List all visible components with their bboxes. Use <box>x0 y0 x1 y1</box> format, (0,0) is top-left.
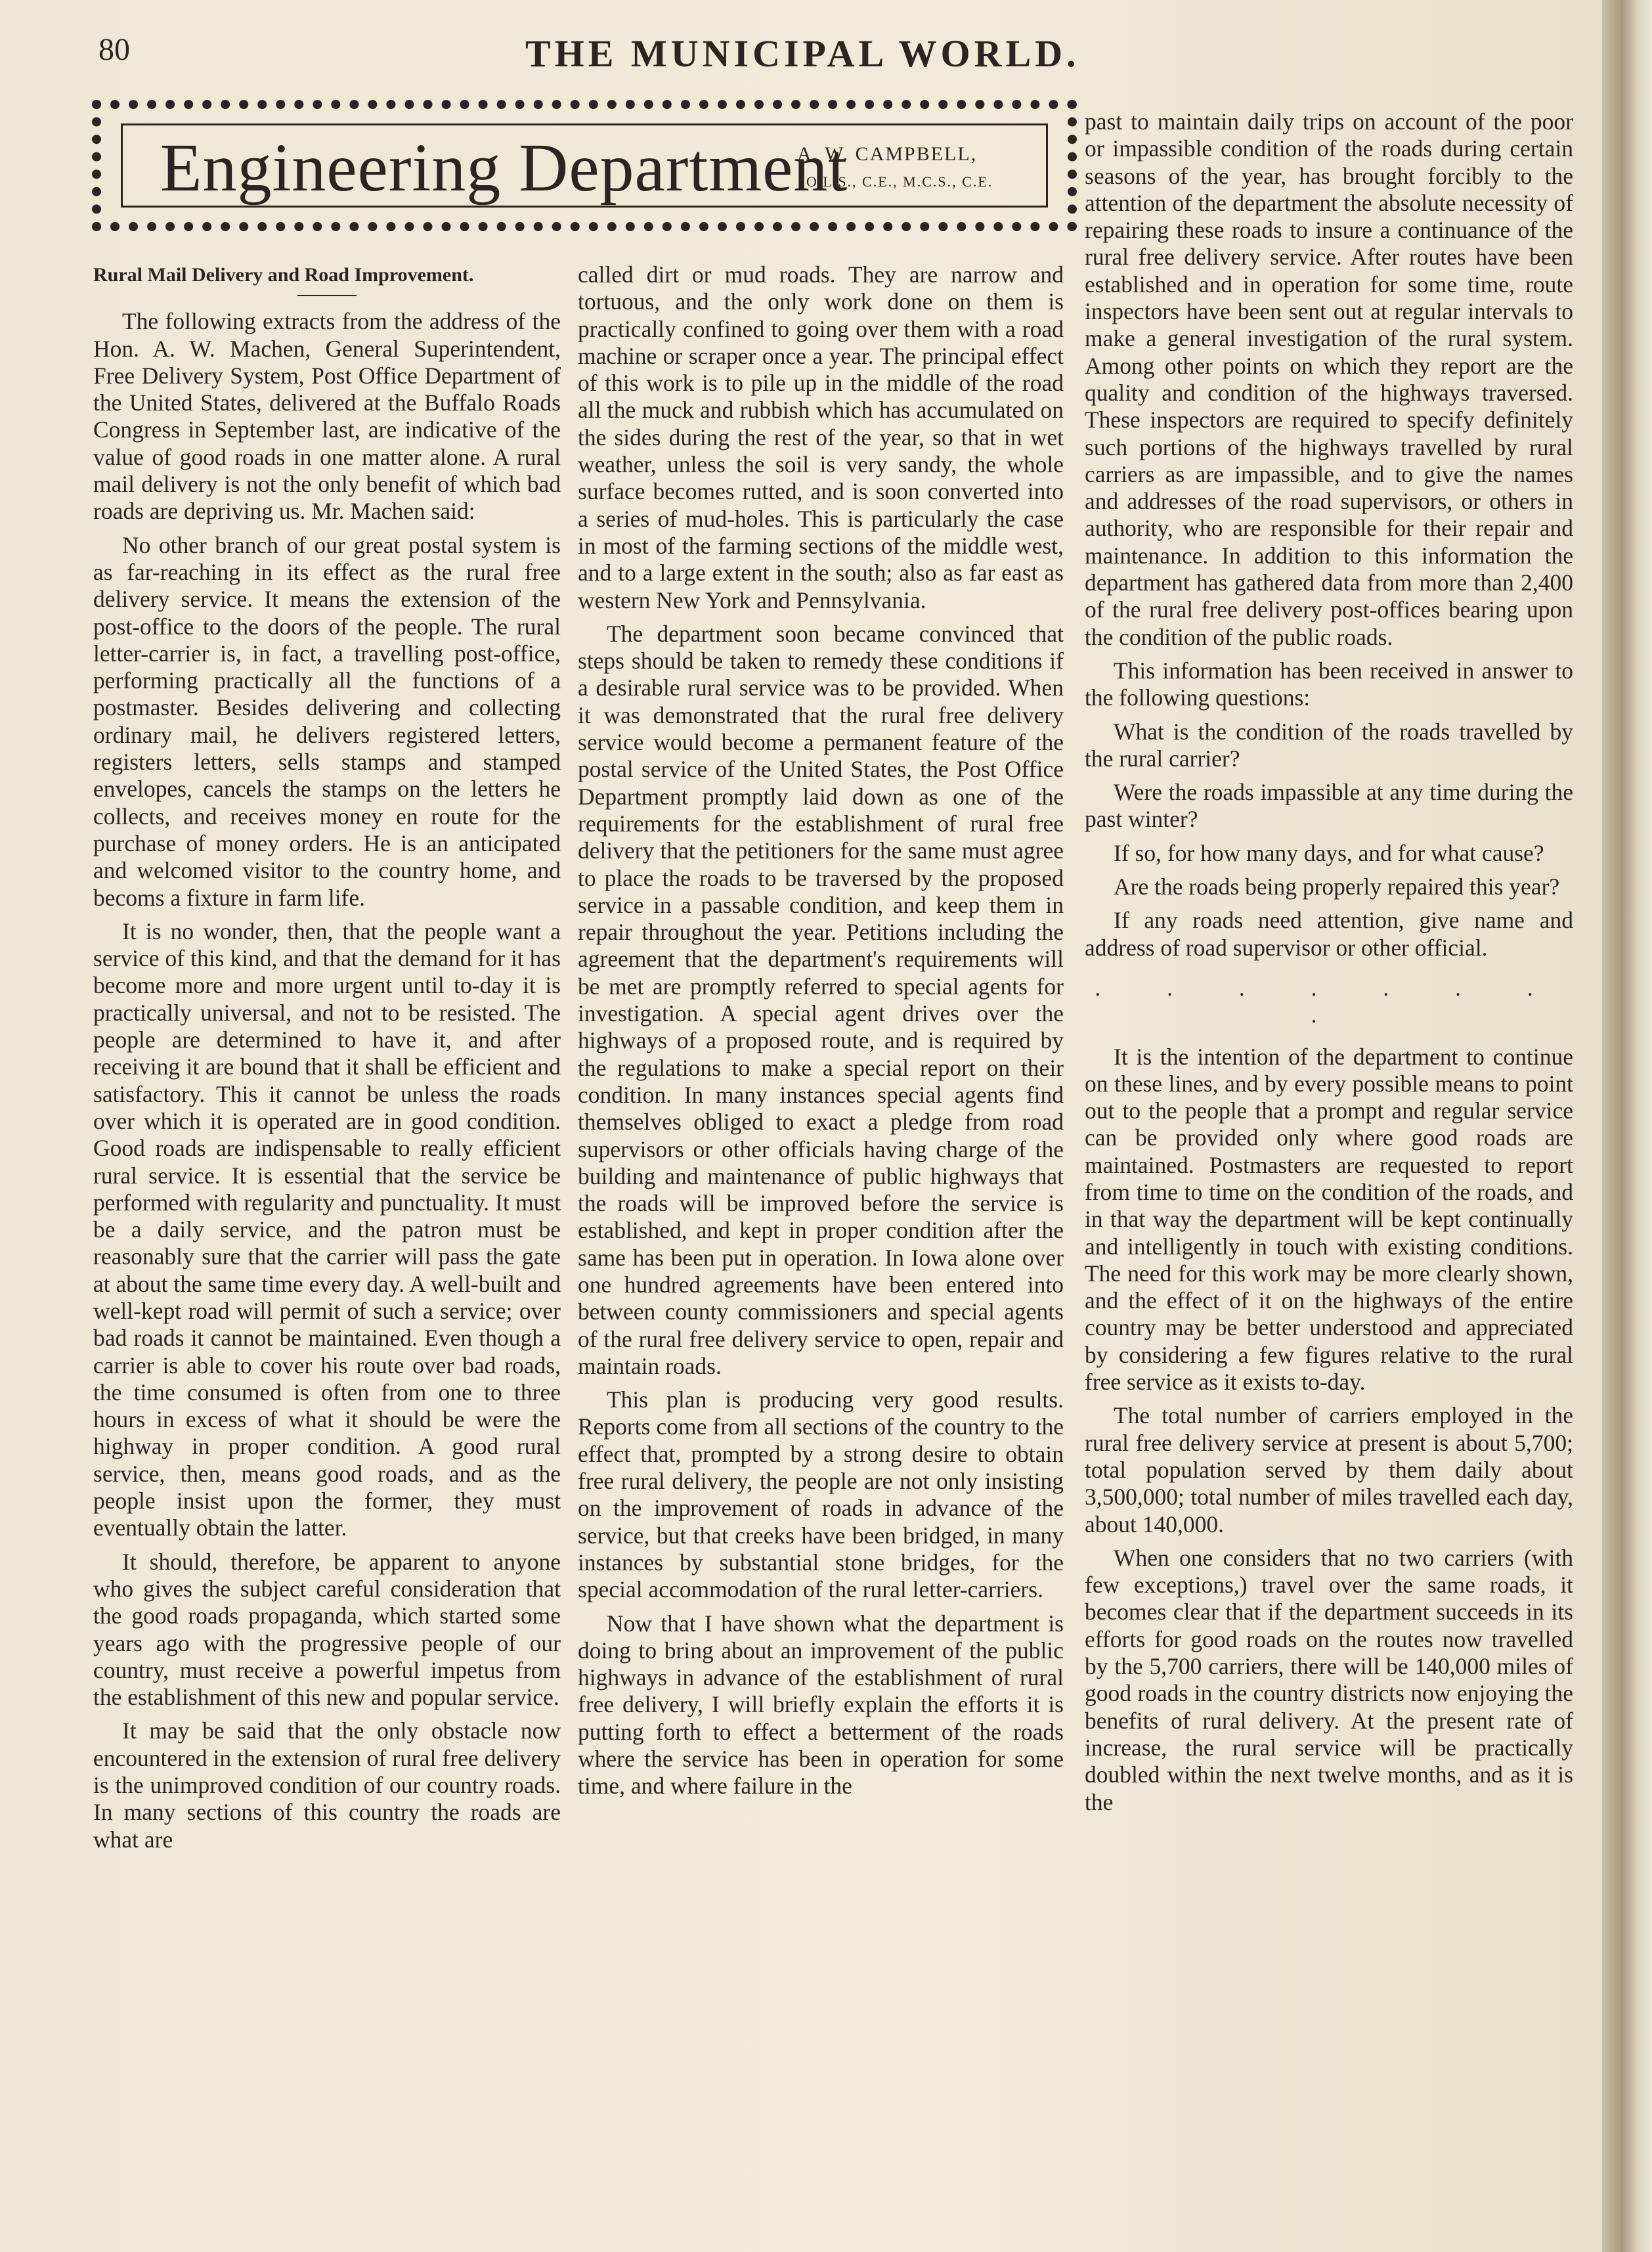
paragraph: No other branch of our great postal system is as far-reaching in its effect as the rural free delivery service. It means the extension of the post-office to the doors of the people. The rural letter-carrier is, in fact, a travelling post-office, performing practically all the functions of a postmaster. Besides delivering and collecting ordinary mail, he delivers registered letters, registers letters, sells stamps and stamped envelopes, cancels the stamps on the letters he collects, and receives money en route for the purchase of money orders. He is an anticipated and welcomed visitor to the country home, and becoms a fixture in farm life. <box>93 531 561 911</box>
paragraph: It should, therefore, be apparent to anyone who gives the subject careful consideration that the good roads propaganda, which started some years ago with the progressive people of our country, must receive a powerful impetus from the establishment of this new and popular service. <box>93 1548 561 1711</box>
question: Are the roads being properly repaired this year? <box>1114 873 1560 900</box>
ellipsis-break: . . . . . . . . <box>1095 974 1563 1028</box>
paragraph: This plan is producing very good results. Reports come from all sections of the country to the effect that, prompted by a strong desire to obtain free rural delivery, the people are not only insisting on the improvement of roads in advance of the service, but that creeks have been bridged, in many instances by substantial stone bridges, for the special accommodation of the rural letter-carriers. <box>578 1386 1064 1603</box>
paragraph: past to maintain daily trips on account of the poor or impassible condition of the roads during certain seasons of the year, has brought forcibly to the attention of the department the absolute necessity of repairing these roads to insure a continuance of the rural free delivery service. After routes have been established and in operation for some time, route inspectors have been sent out at regular intervals to make a general investigation of the rural system. Among other points on which they report are the quality and condition of the highways traversed. These inspectors are required to specify definitely such portions of the highways travelled by rural carriers as are impassible, and to give the names and addresses of the road supervisors, or others in authority, who are responsible for their repair and maintenance. In addition to this information the department has gathered data from more than 2,400 of the rural free delivery post-offices bearing upon the condition of the public roads. <box>1085 108 1573 650</box>
article-subheading: Rural Mail Delivery and Road Improvement. <box>93 264 474 286</box>
department-banner <box>92 100 1077 231</box>
paragraph: It may be said that the only obstacle now encountered in the extension of rural free delivery is the unimproved condition of our country roads. In many sections of this country the roads are what are <box>93 1717 561 1853</box>
banner-author: A. W. CAMPBELL, <box>797 143 978 165</box>
paragraph: called dirt or mud roads. They are narrow and tortuous, and the only work done on them is practically confined to going over them with a road machine or scraper once a year. The principal effect of this work is to pile up in the middle of the road all the muck and rubbish which has accumulated on the sides during the rest of the year, so that in wet weather, unless the soil is very sandy, the whole surface becomes rutted, and is soon converted into a series of mud-holes. This is particularly the case in most of the farming sections of the middle west, and to a large extent in the south; also as far east as western New York and Pennsylvania. <box>578 261 1064 613</box>
running-head: THE MUNICIPAL WORLD. <box>525 32 1080 75</box>
paragraph: The department soon became convinced that steps should be taken to remedy these conditions if a desirable rural service was to be provided. When it was demonstrated that the rural free delivery service would become a permanent feature of the postal service of the United States, the Post Office Department promptly laid down as one of the requirements for the establishment of rural free delivery that the petitioners for the same must agree to place the roads to be traversed by the proposed service in a passable condition, and keep them in repair throughout the year. Petitions including the agreement that the department's requirements will be met are promptly referred to special agents for investigation. A special agent drives over the highways of a proposed route, and is required by the regulations to make a special report on their condition. In many instances special agents find themselves obliged to exact a pledge from road supervisors or other officials having charge of the building and maintenance of public highways that the roads will be improved before the service is established, and kept in proper condition after the same has been put in operation. In Iowa alone over one hundred agreements have been entered into between county commissioners and special agents of the rural free delivery service to open, repair and maintain roads. <box>578 620 1064 1379</box>
column-2 <box>578 261 1064 1807</box>
column-3 <box>1085 108 1573 1822</box>
paragraph: When one considers that no two carriers (with few exceptions,) travel over the same roads, it becomes clear that if the department succeeds in its efforts for good roads on the routes now travelled by the 5,700 carriers, there will be 140,000 miles of good roads in the country districts now enjoying the benefits of rural delivery. At the present rate of increase, the rural service will be practically doubled within the next twelve months, and as it is the <box>1085 1544 1573 1815</box>
divider-rule <box>297 295 357 296</box>
column-1 <box>93 261 561 1860</box>
banner-credentials: O.L.S., C.E., M.C.S., C.E. <box>806 173 993 190</box>
question: Were the roads impassible at any time during the past winter? <box>1085 779 1573 833</box>
paragraph: The total number of carriers employed in the rural free delivery service at present is about 5,700; total population served by them daily about 3,500,000; total number of miles travelled each day, about 140,000. <box>1085 1402 1573 1537</box>
paragraph: The following extracts from the address of the Hon. A. W. Machen, General Superintendent, Free Delivery System, Post Office Department of the United States, delivered at the Buffalo Roads Congress in September last, are indicative of the value of good roads in one matter alone. A rural mail delivery is not the only benefit of which bad roads are depriving us. Mr. Machen said: <box>93 308 561 525</box>
question: If any roads need attention, give name and address of road supervisor or other official. <box>1085 907 1573 961</box>
page-number: 80 <box>98 32 130 67</box>
page-edge <box>1602 0 1652 2252</box>
banner-title: Engineering Department <box>160 130 848 206</box>
question: What is the condition of the roads travelled by the rural carrier? <box>1085 718 1573 772</box>
paragraph: It is the intention of the department to continue on these lines, and by every possible means to point out to the people that a prompt and regular service can be provided only where good roads are maintained. Postmasters are requested to report from time to time on the condition of the roads, and in that way the department will be kept continually and intelligently in touch with existing conditions. The need for this work may be more clearly shown, and the effect of it on the highways of the entire country may be better understood and appreciated by considering a few figures relative to the rural free service as it exists to-day. <box>1085 1043 1573 1396</box>
question: If so, for how many days, and for what cause? <box>1114 839 1544 866</box>
paragraph: It is no wonder, then, that the people want a service of this kind, and that the demand for it has become more and more urgent until to-day it is practically universal, and not to be resisted. The people are determined to have it, and after receiving it are bound that it shall be efficient and satisfactory. This it cannot be unless the roads over which it is operated are in good condition. Good roads are indispensable to really efficient rural service. It is essential that the service be performed with regularity and punctuality. It must be a daily service, and the patron must be reasonably sure that the carrier will pass the gate at about the same time every day. A well-built and well-kept road will permit of such a service; over bad roads it cannot be maintained. Even though a carrier is able to cover his route over bad roads, the time consumed is often from one to three hours in excess of what it should be were the highway in proper condition. A good rural service, then, means good roads, and as the people insist upon the former, they must eventually obtain the latter. <box>93 917 561 1541</box>
paragraph: This information has been received in answer to the following questions: <box>1085 657 1573 711</box>
paragraph: Now that I have shown what the department is doing to bring about an improvement of the public highways in advance of the establishment of rural free delivery, I will briefly explain the efforts it is putting forth to effect a betterment of the roads where the service has been in operation for some time, and where failure in the <box>578 1610 1064 1799</box>
